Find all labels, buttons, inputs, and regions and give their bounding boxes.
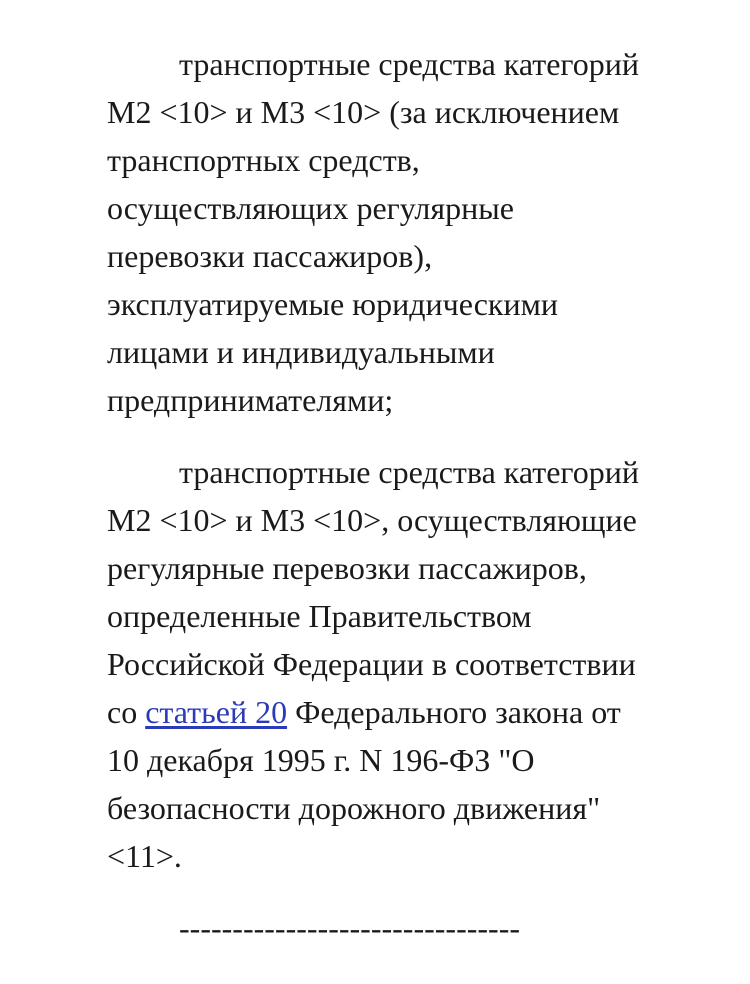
footnote-separator: -------------------------------- — [179, 910, 520, 946]
text-line: 10 декабря 1995 г. N 196-ФЗ "О — [107, 742, 535, 778]
text-line: безопасности дорожного движения" — [107, 790, 601, 826]
text-line: осуществляющих регулярные — [107, 190, 514, 226]
text-line: <11>. — [107, 838, 182, 874]
text-line: Российской Федерации в соответствии — [107, 646, 636, 682]
text-line: регулярные перевозки пассажиров, — [107, 550, 587, 586]
text-line: транспортные средства категорий — [179, 454, 639, 490]
text-line: транспортные средства категорий — [179, 46, 639, 82]
document-page — [107, 40, 717, 952]
paragraph-m2-m3-regular-transport — [107, 448, 717, 880]
link-prefix: со — [107, 694, 146, 730]
link-suffix: Федерального закона от — [287, 694, 621, 730]
text-line: транспортных средств, — [107, 142, 420, 178]
paragraph-m2-m3-legal-entities — [107, 40, 717, 424]
text-line: М2 <10> и М3 <10> (за исключением — [107, 94, 620, 130]
text-line: предпринимателями; — [107, 382, 394, 418]
text-line: эксплуатируемые юридическими — [107, 286, 558, 322]
text-line: лицами и индивидуальными — [107, 334, 495, 370]
text-line: перевозки пассажиров), — [107, 238, 433, 274]
text-line: М2 <10> и М3 <10>, осуществляющие — [107, 502, 637, 538]
text-line: определенные Правительством — [107, 598, 532, 634]
article-20-link[interactable]: статьей 20 — [145, 694, 288, 730]
text-line-with-link — [107, 688, 717, 736]
